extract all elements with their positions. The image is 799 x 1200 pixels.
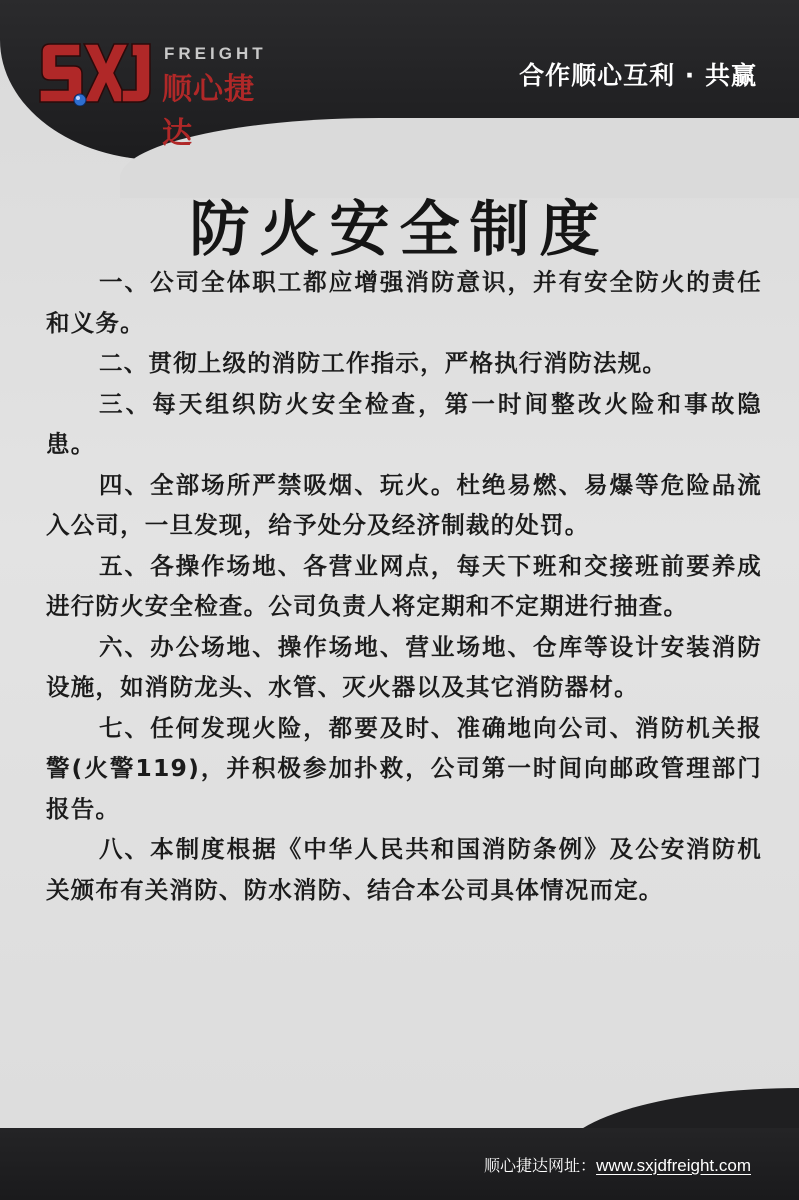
- company-logo: [36, 40, 276, 151]
- clause-item: 一、公司全体职工都应增强消防意识，并有安全防火的责任和义务。: [46, 268, 762, 337]
- clause-item: 三、每天组织防火安全检查，第一时间整改火险和事故隐患。: [46, 389, 762, 458]
- logo-text-en: FREIGHT: [164, 44, 267, 63]
- page-title: 防火安全制度: [189, 195, 610, 265]
- clause-item: 四、全部场所严禁吸烟、玩火。杜绝易燃、易爆等危险品流入公司，一旦发现，给予处分及经济制裁的处罚。: [46, 470, 762, 539]
- clause-item: 七、任何发现火险，都要及时、准确地向公司、消防机关报警(火警119)，并积极参加扑救，公司第一时间向邮政管理部门报告。: [46, 713, 762, 823]
- clause-item: 五、各操作场地、各营业网点，每天下班和交接班前要养成进行防火安全检查。公司负责人将定期和不定期进行抽查。: [46, 551, 762, 620]
- website-label: 顺心捷达网址：: [484, 1156, 597, 1175]
- logo-text-cn: 顺心捷达: [162, 72, 255, 151]
- clause-item: 六、办公场地、操作场地、营业场地、仓库等设计安装消防设施，如消防龙头、水管、灭火器以及其它消防器材。: [46, 632, 762, 701]
- sxj-logo-mark: [36, 40, 154, 106]
- slogan: 合作顺心互利 · 共赢: [519, 61, 757, 90]
- clause-item: 八、本制度根据《中华人民共和国消防条例》及公安消防机关颁布有关消防、防水消防、结合本公司具体情况而定。: [46, 835, 762, 904]
- clause-item: 二、贯彻上级的消防工作指示，严格执行消防法规。: [99, 349, 668, 377]
- clause-list: [46, 262, 762, 910]
- website-line: [484, 1153, 751, 1176]
- website-link[interactable]: www.sxjdfreight.com: [596, 1156, 751, 1175]
